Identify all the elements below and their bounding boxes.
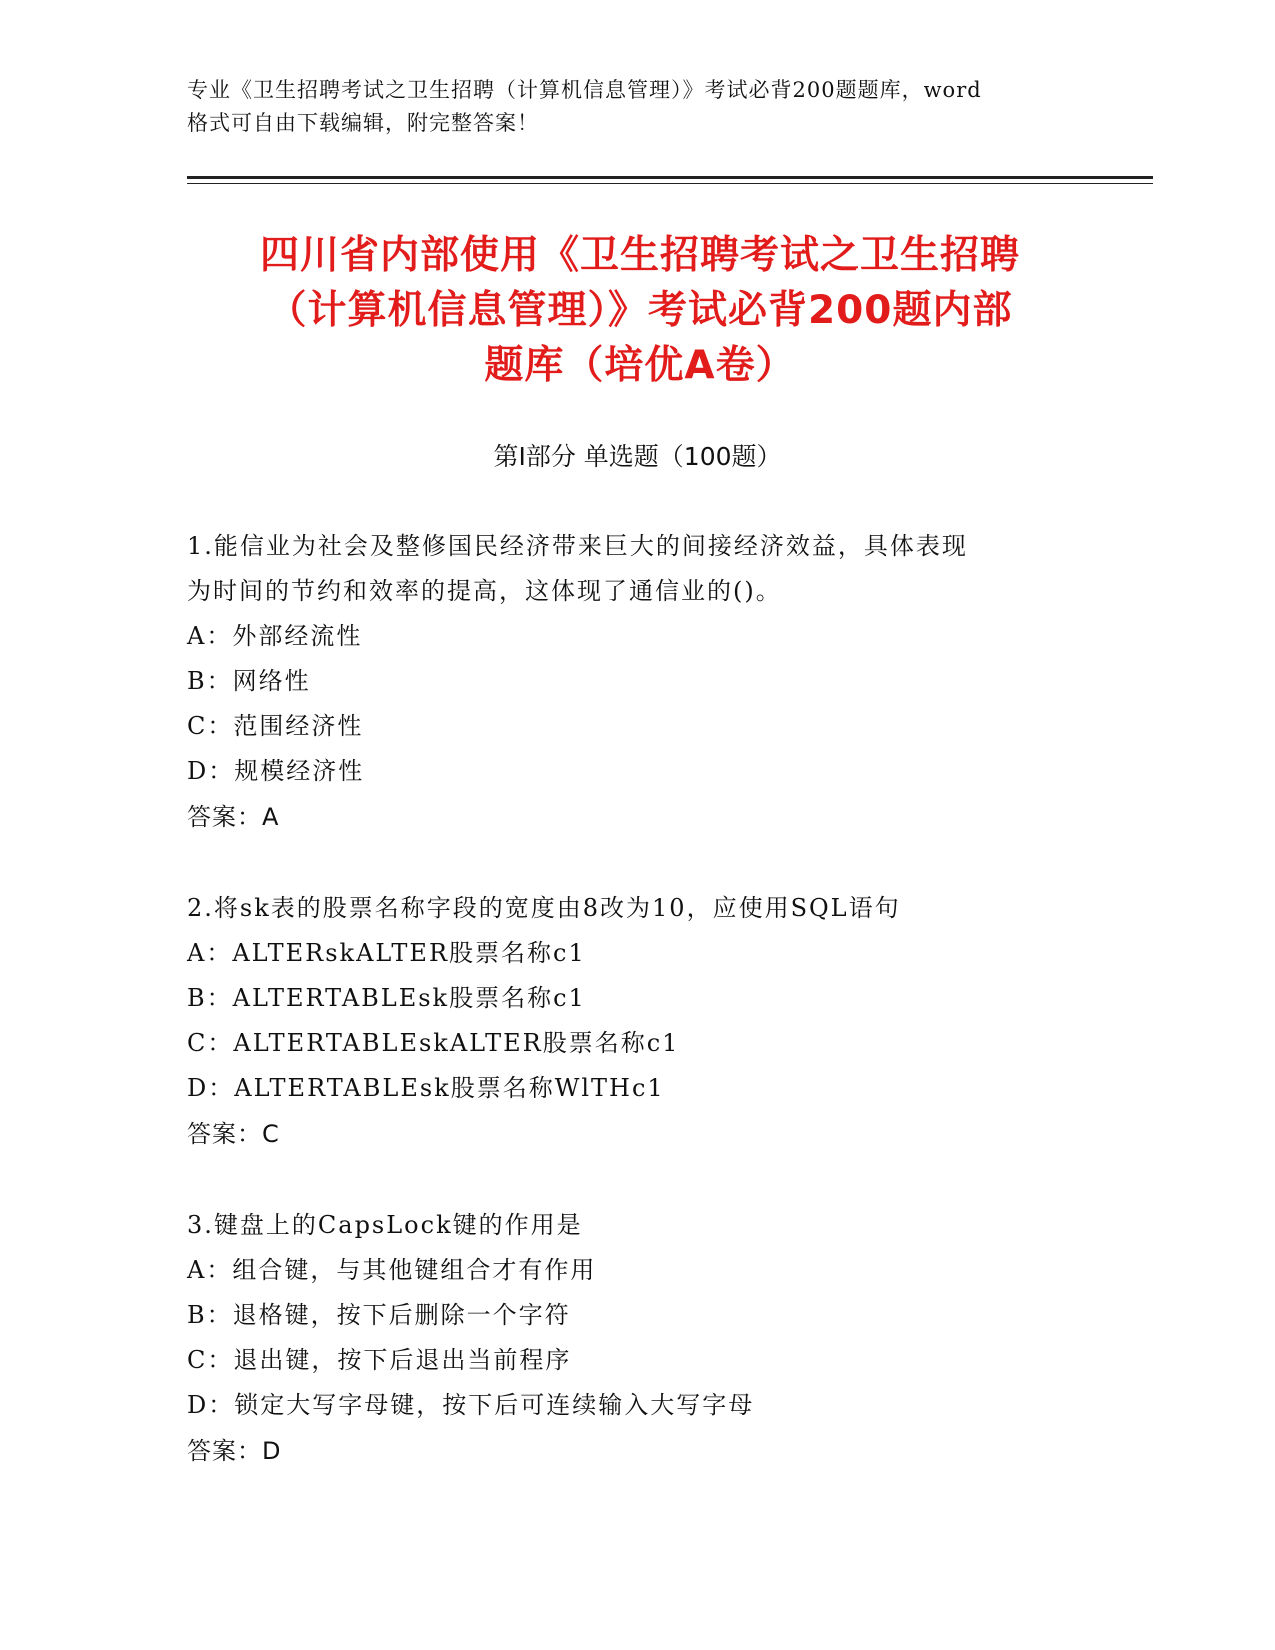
header-note-line-1: 专业《卫生招聘考试之卫生招聘（计算机信息管理）》考试必背200题题库，word <box>187 78 982 102</box>
option-b: B：退格键，按下后删除一个字符 <box>187 1301 571 1329</box>
option-a: A：外部经流性 <box>187 622 363 650</box>
answer: 答案：A <box>187 803 280 831</box>
question-3 <box>187 1203 1087 1474</box>
answer: 答案：C <box>187 1120 280 1148</box>
option-a: A：ALTERskALTER股票名称c1 <box>187 939 586 967</box>
question-2 <box>187 886 1087 1157</box>
header-divider-thick <box>187 176 1153 179</box>
answer: 答案：D <box>187 1437 282 1465</box>
document-title-line-1: 四川省内部使用《卫生招聘考试之卫生招聘 <box>259 233 1020 278</box>
question-stem-line: 1.能信业为社会及整修国民经济带来巨大的间接经济效益，具体表现 <box>187 532 968 560</box>
header-note-line-2: 格式可自由下载编辑，附完整答案！ <box>187 111 539 135</box>
document-title-line-3: 题库（培优A卷） <box>484 343 796 388</box>
header-note <box>187 74 1087 140</box>
question-stem-line: 3.键盘上的CapsLock键的作用是 <box>187 1211 583 1239</box>
option-a: A：组合键，与其他键组合才有作用 <box>187 1256 597 1284</box>
option-c: C：ALTERTABLEskALTER股票名称c1 <box>187 1029 680 1057</box>
question-stem-line: 为时间的节约和效率的提高，这体现了通信业的()。 <box>187 577 782 605</box>
option-c: C：退出键，按下后退出当前程序 <box>187 1346 572 1374</box>
option-c: C：范围经济性 <box>187 712 364 740</box>
document-title-line-2: （计算机信息管理）》考试必背200题内部 <box>267 288 1013 333</box>
question-stem-line: 2.将sk表的股票名称字段的宽度由8改为10，应使用SQL语句 <box>187 894 901 922</box>
option-b: B：网络性 <box>187 667 311 695</box>
section-heading: 第I部分 单选题（100题） <box>493 442 782 471</box>
header-divider-thin <box>187 183 1153 184</box>
question-1 <box>187 524 1087 840</box>
document-title <box>170 228 1110 393</box>
option-b: B：ALTERTABLEsk股票名称c1 <box>187 984 586 1012</box>
option-d: D：ALTERTABLEsk股票名称WlTHc1 <box>187 1074 665 1102</box>
option-d: D：规模经济性 <box>187 757 365 785</box>
option-d: D：锁定大写字母键，按下后可连续输入大写字母 <box>187 1391 755 1419</box>
